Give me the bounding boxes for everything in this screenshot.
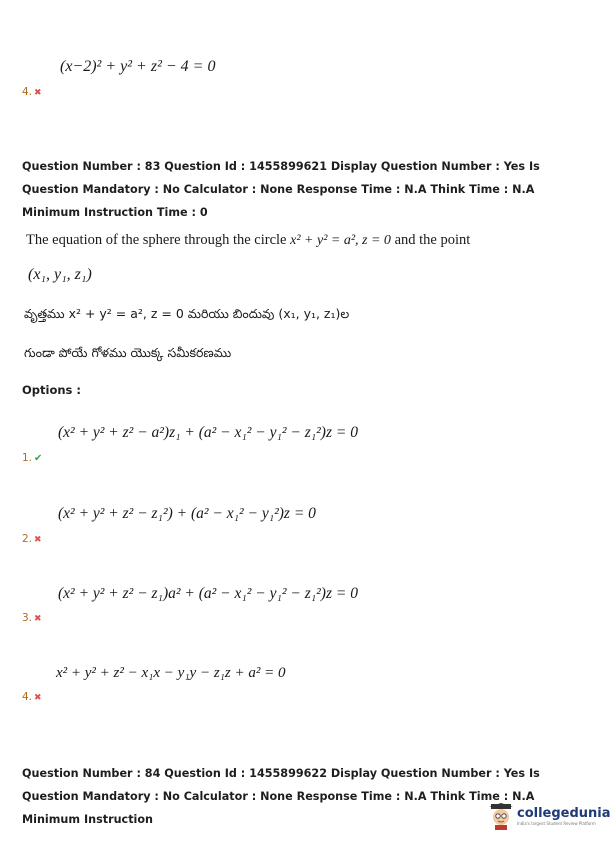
question-83-point: (x₁, y₁, z₁) xyxy=(28,266,92,283)
options-label: Options : xyxy=(22,383,81,397)
question-text-part: and the point xyxy=(394,232,471,248)
prev-option-4-formula: (x−2)² + y² + z² − 4 = 0 xyxy=(60,58,216,75)
option-number: 4. xyxy=(22,691,33,703)
option-3-formula: (x² + y² + z² − z₁)a² + (a² − x₁² − y₁² − z₁²)z = 0 xyxy=(58,585,358,602)
option-number: 1. xyxy=(22,452,33,464)
option-1-label[interactable] xyxy=(22,446,42,465)
wrong-mark-icon: ✖ xyxy=(34,614,42,624)
logo-name: collegedunia xyxy=(517,806,611,821)
wrong-mark-icon: ✖ xyxy=(34,535,42,545)
collegedunia-logo xyxy=(488,802,611,830)
circle-equation: x² + y² = a², z = 0 xyxy=(290,233,391,248)
option-3-label[interactable] xyxy=(22,606,42,625)
option-4-label[interactable] xyxy=(22,685,42,704)
question-83-text-te-1: వృత్తము x² + y² = a², z = 0 మరియు బిందువు (x₁, y₁, z₁)ల xyxy=(24,306,350,321)
question-83-text-en xyxy=(26,232,470,249)
option-number: 2. xyxy=(22,533,33,545)
correct-check-icon: ✔ xyxy=(34,453,43,464)
logo-tagline: India's largest Student Review Platform xyxy=(517,821,596,826)
prev-option-4-label xyxy=(22,80,42,99)
wrong-mark-icon: ✖ xyxy=(34,88,42,98)
option-2-formula: (x² + y² + z² − z₁²) + (a² − x₁² − y₁²)z = 0 xyxy=(58,505,316,522)
question-83-text-te-2: గుండా పోయే గోళము యొక్క సమీకరణము xyxy=(24,345,232,360)
question-84-header: Question Number : 84 Question Id : 1455899622 Display Question Number : Yes Is Question Mandatory : No Calculator : None Response Time : N.A Think Time : N.A Minimum Instruction xyxy=(22,767,540,826)
question-text-part: The equation of the sphere through the circle xyxy=(26,232,287,248)
option-4-formula: x² + y² + z² − x₁x − y₁y − z₁z + a² = 0 xyxy=(56,665,286,681)
mascot-icon xyxy=(488,802,514,830)
question-83-header: Question Number : 83 Question Id : 1455899621 Display Question Number : Yes Is Question Mandatory : No Calculator : None Response Time : N.A Think Time : N.A Minimum Instruction Time : 0 xyxy=(22,160,540,219)
option-number: 3. xyxy=(22,612,33,624)
option-1-formula: (x² + y² + z² − a²)z₁ + (a² − x₁² − y₁² − z₁²)z = 0 xyxy=(58,424,358,441)
wrong-mark-icon: ✖ xyxy=(34,693,42,703)
option-2-label[interactable] xyxy=(22,527,42,546)
option-number: 4. xyxy=(22,86,33,98)
